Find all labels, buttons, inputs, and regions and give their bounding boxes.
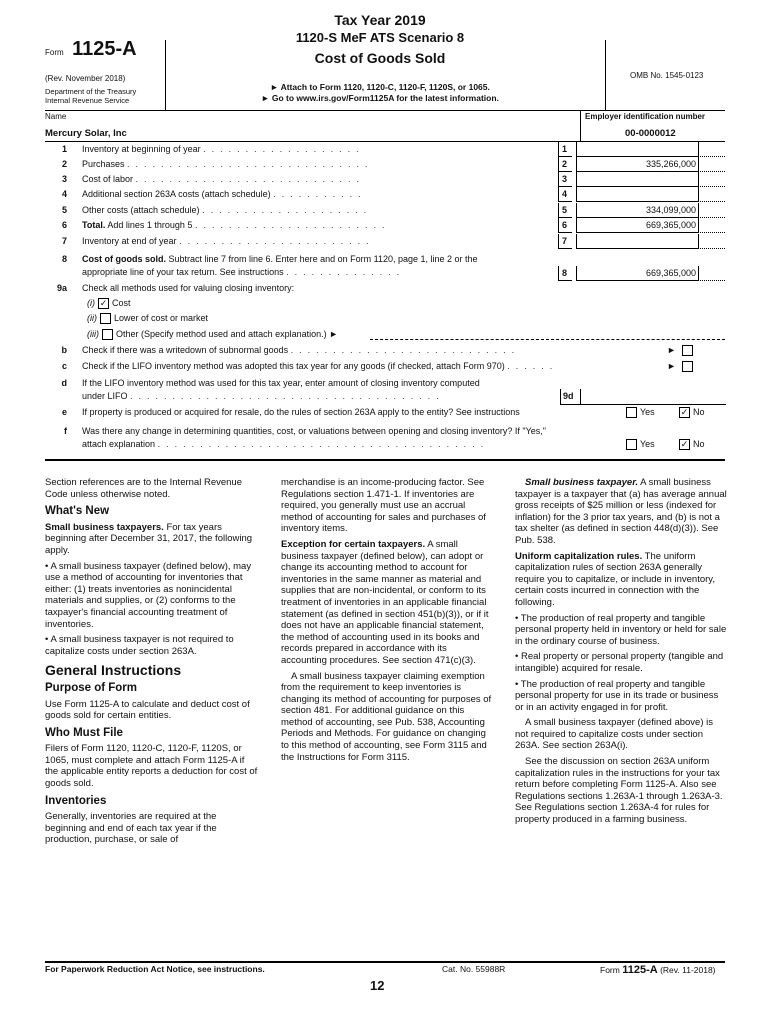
option-other: (iii) Other (Specify method used and attach explanation.) ► [87,329,339,339]
line-number: 6 [61,220,67,230]
line-9a-ii [45,311,725,326]
line-amount[interactable] [576,172,698,187]
heading-purpose: Purpose of Form [45,681,138,694]
line-amount[interactable] [576,234,698,249]
line-9a-i [45,296,725,311]
line-label: Other costs (attach schedule) .................... [82,205,373,215]
no-checkbox[interactable]: ✓ [680,439,689,450]
line-5 [45,203,725,218]
line-cents[interactable] [698,172,725,187]
writedown-checkbox[interactable] [682,345,693,356]
line-2 [45,157,725,172]
line-label: Total. Add lines 1 through 5 ....................... [82,220,391,230]
department: Department of the Treasury Internal Revenue Service [45,87,137,105]
line-label: Additional section 263A costs (attach schedule) ........... [82,189,367,199]
line-label: Inventory at beginning of year ................... [82,144,365,154]
paragraph: Small business taxpayers. For tax years beginning after December 31, 2017, the following apply. [45,521,253,556]
line-label: Check if the LIFO inventory method was adopted this tax year for any goods (if checked, attach Form 970) ...... [82,361,559,371]
paragraph: • A small business taxpayer is not required to capitalize costs under section 263A. [45,634,234,657]
omb-number: OMB No. 1545-0123 [630,71,704,80]
lifo-amount[interactable] [580,389,726,405]
paragraph: merchandise is an income-producing factor. See Regulations section 1.471-1. If inventories are required, you generally must use an accrual method of accounting for sales and purchases of inventory items. [281,477,486,535]
paragraph: • Real property or personal property (tangible and intangible) acquired for resale. [515,651,724,674]
yes-checkbox[interactable] [626,407,637,418]
line-cents[interactable] [698,218,725,233]
paragraph: Exception for certain taxpayers. A small business taxpayer (defined below), can adopt or change its accounting method to account for inventories in the same manner as material and supplies that are non-incidental, or conform to its treatment of inventories in an applicable financial statement (as defined in section 451(b)(3)), or if it does not have an applicable financial statement, the method of accounting used in its books and records prepared in accordance with its accounting procedures. See section 471(c)(3). [281,538,489,666]
answer-yes: Yes [623,405,655,420]
paragraph: Uniform capitalization rules. The uniform capitalization rules of section 263A generally require you to capitalize, or include in inventory, certain costs incurred in connection with the following. [515,550,715,608]
line-cents[interactable] [698,187,725,202]
line-cents[interactable] [698,203,725,218]
answer-yes: Yes [623,437,655,452]
line-7 [45,234,725,249]
line-number: 9a [56,283,67,293]
line-box: 5 [558,203,572,218]
line-8 [45,252,725,282]
paragraph: See the discussion on section 263A uniform capitalization rules in the instructions for your tax return before completing Form 1125-A. Also see Regulations sections 1.263A-1 through 1.263A-3. See Regulations section 1.263A-4 for rules for property produced in a farming business. [515,756,723,826]
paperwork-notice: For Paperwork Reduction Act Notice, see instructions. [45,964,265,974]
line-number: 3 [61,174,67,184]
line-label-cont: appropriate line of your tax return. See instructions .............. [82,267,406,277]
form-id [45,38,195,61]
ein-divider [580,110,581,142]
line-box: 3 [558,172,572,187]
line-number: 2 [61,159,67,169]
lifo-checkbox[interactable] [682,361,693,372]
line-number: b [61,345,67,355]
name-label: Name [45,112,67,121]
paragraph: • A small business taxpayer (defined below), may use a method of accounting for inventories that either: (1) treats inventories as nonincidental materials and supplies, or (2) conforms to the taxpayer's financial accounting treatment of inventories. [45,560,252,630]
line-amount[interactable]: 334,099,000 [576,203,698,218]
name-value[interactable]: Mercury Solar, Inc [45,128,127,139]
line-cents[interactable] [698,142,725,157]
form-word: Form [45,48,64,57]
line-box: 8 [558,266,572,281]
line-box: 1 [558,142,572,157]
answer-no: ✓ No [680,407,705,418]
line-9d [45,376,725,406]
line-number: 4 [61,189,67,199]
line-cents[interactable] [698,266,725,281]
line-4 [45,187,725,202]
line-number: 8 [61,254,67,264]
no-checkbox[interactable]: ✓ [680,407,689,418]
line-label: Inventory at end of year ....................... [82,236,375,246]
header-divider-left [165,40,166,110]
line-box: 9d [560,389,581,405]
tax-year-title: Tax Year 2019 [334,12,426,28]
answer-no: ✓ No [680,439,705,450]
option-cost: (i) ✓ Cost [87,298,131,309]
arrow-icon: ► [667,361,676,371]
paragraph: • The production of real property and tangible personal property held in inventory or held for sale in the ordinary course of business. [515,612,727,647]
line-label: Was there any change in determining quantities, cost, or valuations between opening and closing inventory? If "Yes," [82,426,547,436]
line-number: d [61,378,67,388]
footer-rule [45,961,725,963]
paragraph: Filers of Form 1120, 1120-C, 1120-F, 1120S, or 1065, must complete and attach Form 1125-A if the applicable entity reports a deduction for cost of goods sold. [45,743,258,790]
attach-instruction: ► Attach to Form 1120, 1120-C, 1120-F, 1120S, or 1065. [270,82,490,92]
paragraph: Use Form 1125-A to calculate and deduct cost of goods sold for certain entities. [45,698,250,722]
instructions-col-2 [281,477,493,767]
line-9c [45,359,725,374]
line-9a [45,281,725,296]
heading-general: General Instructions [45,662,182,679]
line-9a-iii [45,327,725,342]
heading-inventories: Inventories [45,794,107,807]
instructions-col-3 [515,477,727,830]
line-label: Check if there was a writedown of subnormal goods ........................... [82,345,521,355]
line-label-cont: under LIFO ..................................... [82,391,445,401]
other-method-field[interactable] [370,339,725,340]
line-number: f [64,426,67,436]
line-6 [45,218,725,233]
line-9f [45,424,725,454]
line-amount[interactable] [576,142,698,157]
website-instruction: ► Go to www.irs.gov/Form1125A for the latest information. [261,93,499,103]
ein-label: Employer identification number [585,112,706,121]
header-rule [45,110,725,111]
line-1 [45,142,725,157]
catalog-number: Cat. No. 55988R [442,964,506,974]
line-number: e [61,407,67,417]
revision-date: (Rev. November 2018) [45,74,126,83]
line-box: 4 [558,187,572,202]
line-label: Cost of labor ........................... [82,174,366,184]
paragraph: A small business taxpayer claiming exemption from the requirement to keep inventories is changing its method of accounting for purposes of section 481. For additional guidance on this method of accounting, see Pub. 538, Accounting Periods and Methods. For guidance on changing to this method of accounting, see Form 3115 and the Instructions for Form 3115. [281,670,492,763]
line-label: If property is produced or acquired for resale, do the rules of section 263A apply to the entity? See instructions [82,407,520,417]
paragraph: Small business taxpayer. A small business taxpayer is a taxpayer that (a) has average annual gross receipts of $25 million or less (indexed for inflation) for the 3 prior tax years, and (b) is not a tax shelter (as defined in section 448(d)(3)). See Pub. 538. [515,477,727,546]
line-amount[interactable]: 335,266,000 [576,157,698,172]
line-number: 1 [61,144,67,154]
page-number: 12 [370,978,385,993]
line-box: 7 [558,234,572,249]
line-label: Check all methods used for valuing closing inventory: [82,283,295,293]
paragraph: Section references are to the Internal Revenue Code unless otherwise noted. [45,477,242,500]
line-box: 6 [558,218,572,233]
lower-cost-checkbox[interactable] [100,313,111,324]
line-number: 7 [61,236,67,246]
other-checkbox[interactable] [102,329,113,340]
line-cents[interactable] [698,157,725,172]
option-lower-cost: (ii) Lower of cost or market [87,313,209,323]
line-label: Cost of goods sold. Subtract line 7 from line 6. Enter here and on Form 1120, page 1, line 2 or the [82,254,478,264]
heading-who: Who Must File [45,726,123,739]
section-rule [45,459,725,461]
line-9b [45,343,725,358]
line-amount[interactable]: 669,365,000 [576,266,698,281]
cost-checkbox[interactable]: ✓ [99,298,108,309]
line-3 [45,172,725,187]
form-title: Cost of Goods Sold [314,50,446,66]
line-number: c [61,361,67,371]
yes-checkbox[interactable] [626,439,637,450]
paragraph: • The production of real property and tangible personal property for use in its trade or business or in an activity engaged in for profit. [515,678,719,713]
ein-value[interactable]: 00-0000012 [625,128,676,139]
heading-whats-new: What's New [45,505,110,518]
header-divider-right [605,40,606,110]
paragraph: Generally, inventories are required at the beginning and end of each tax year if the production, purchase, or sale of [45,811,217,846]
scenario-title: 1120-S MeF ATS Scenario 8 [295,30,465,45]
arrow-icon: ► [667,345,676,355]
line-number: 5 [61,205,67,215]
instructions-col-1 [45,477,260,850]
line-amount[interactable] [576,187,698,202]
line-label: If the LIFO inventory method was used for this tax year, enter amount of closing inventory computed [82,378,480,388]
line-label: Purchases ............................. [82,159,374,169]
line-amount[interactable]: 669,365,000 [576,218,698,233]
line-box: 2 [558,157,572,172]
footer-form-id: Form 1125-A (Rev. 11-2018) [600,964,716,976]
line-cents[interactable] [698,234,725,249]
form-number: 1125-A [72,38,137,60]
line-9e [45,405,725,420]
paragraph: A small business taxpayer (defined above) is not required to capitalize costs under section 263A. See section 263A(i). [515,717,713,752]
line-label-cont: attach explanation ....................................... [82,439,490,449]
